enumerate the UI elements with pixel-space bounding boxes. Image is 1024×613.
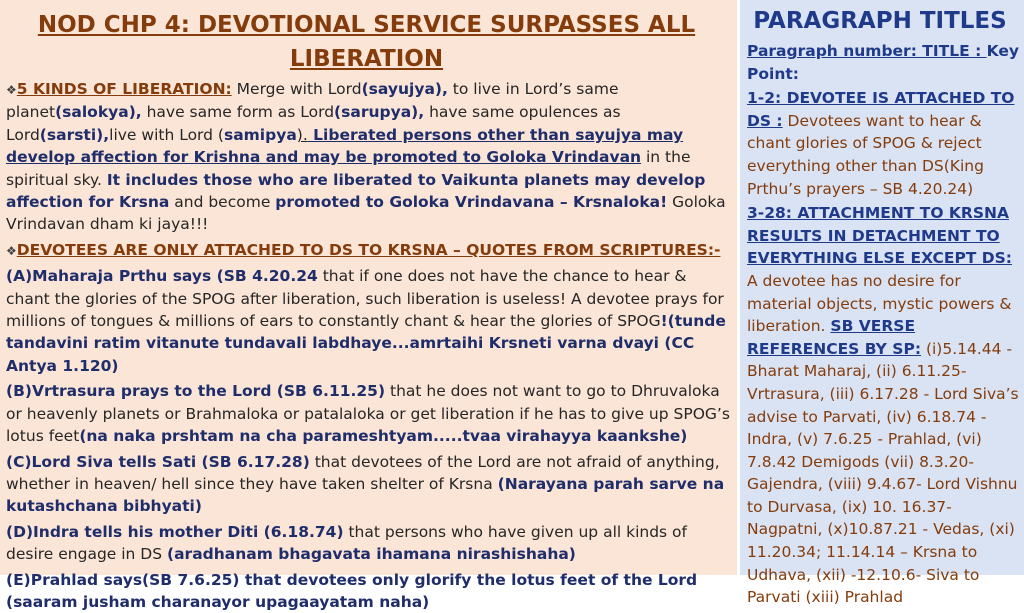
liberation-heading: 5 KINDS OF LIBERATION: bbox=[16, 80, 232, 98]
section-3-28: 3-28: ATTACHMENT TO KRSNA RESULTS IN DETACHMENT TO EVERYTHING ELSE EXCEPT DS: A devotee has no desire for material objects, mystic powers & liberation. SB VERSE REFERENCES BY SP: (i)5.14.44 - Bharat Maharaj, (ii) 6.11.25- Vrtrasura, (iii) 6.17.28 - Lord Siva’s advise to Parvati, (iv) 6.18.74 - Indra, (v) 7.6.25 - Prahlad, (vi) 7.8.42 Demigods (vii) 8.3.20-Gajendra, (viii) 9.4.67- Lord Vishnu to Durvasa, (ix) 10. 16.37- Nagpatni, (x)10.87.21 - Vedas, (xi) 11.20.34; 11.14.14 – Krsna to Udhava, (xii) -12.10.6- Siva to Parvati (xiii) Prahlad bbox=[747, 204, 1019, 607]
paragraph-siva: (C)Lord Siva tells Sati (SB 6.17.28) that devotees of the Lord are not afraid of anything, whether in heaven/ hell since they have taken shelter of Krsna (Narayana parah sarve na kutashchana bibhyati) bbox=[6, 452, 725, 516]
paragraph-titles-panel bbox=[740, 0, 1024, 607]
paragraph-liberation: ❖5 KINDS OF LIBERATION: Merge with Lord(sayujya), to live in Lord’s same planet(salokya), have same form as Lord(sarupya), have same opulences as Lord(sarsti),live with Lord (samipya). Liberated persons other than sayujya may develop affection for Krishna and may be promoted to Goloka Vrindavan in the spiritual sky. It includes those who are liberated to Vaikunta planets may develop affection for Krsna and become promoted to Goloka Vrindavana – Krsnaloka! Goloka Vrindavan dham ki jaya!!! bbox=[6, 80, 726, 234]
paragraph-titles-body bbox=[740, 40, 1024, 609]
paragraph-indra: (D)Indra tells his mother Diti (6.18.74) that persons who have given up all kinds of desire engage in DS (aradhanam bhagavata ihamana nirashishaha) bbox=[6, 522, 687, 564]
paragraph-vrtrasura: (B)Vrtrasura prays to the Lord (SB 6.11.25) that he does not want to go to Dhruvaloka or heavenly planets or Brahmaloka or patalaloka or get liberation if he has to give up SPOG’s lotus feet(na naka prshtam na cha parameshtyam.....tvaa virahayya kaankshe) bbox=[6, 382, 730, 446]
paragraph-quotes-heading bbox=[6, 239, 731, 262]
paragraph-prthu: (A)Maharaja Prthu says (SB 4.20.24 that if one does not have the chance to hear & chant the glories of the SPOG after liberation, such liberation is useless! A devotee prays for millions of tongues & millions of ears to constantly chant & hear the glories of SPOG!(tunde tandavini ratim vitanute tundavali labdhaye...amrtaihi Krsneti varna dvayi (CC Antya 1.120) bbox=[6, 267, 726, 375]
slide-title: NOD CHP 4: DEVOTIONAL SERVICE SURPASSES ALL LIBERATION bbox=[37, 12, 696, 72]
section-1-2: 1-2: DEVOTEE IS ATTACHED TO DS : Devotees want to hear & chant glories of SPOG & reject everything other than DS(King Prthu’s prayers – SB 4.20.24) bbox=[747, 89, 1015, 198]
diamond-bullet-icon: ❖ bbox=[6, 83, 17, 97]
main-body bbox=[0, 78, 737, 613]
quotes-heading: DEVOTEES ARE ONLY ATTACHED TO DS TO KRSNA – QUOTES FROM SCRIPTURES:- bbox=[16, 240, 721, 259]
paragraph-titles-heading: PARAGRAPH TITLES bbox=[753, 8, 1007, 34]
key-legend: Paragraph number: TITLE : Key Point: bbox=[747, 42, 1020, 83]
diamond-bullet-icon: ❖ bbox=[6, 243, 17, 258]
paragraph-prahlad: (E)Prahlad says(SB 7.6.25) that devotees only glorify the lotus feet of the Lord (saaram jusham charanayor upagaayatam naha) bbox=[6, 570, 698, 611]
